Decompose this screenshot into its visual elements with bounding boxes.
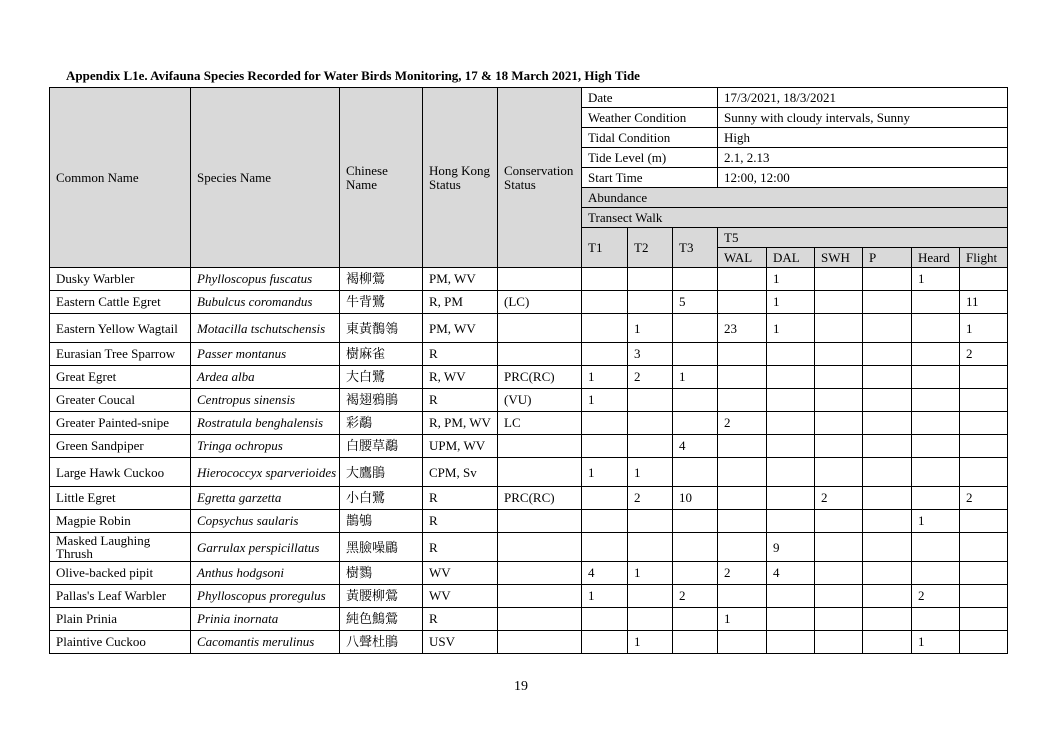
- wal-cell: 2: [718, 562, 767, 585]
- species-name-cell: Anthus hodgsoni: [191, 562, 340, 585]
- table-row: [50, 291, 1008, 314]
- common-name-cell: Great Egret: [50, 366, 191, 389]
- chinese-name-cell: 牛背鷺: [340, 291, 423, 314]
- common-name-cell: Pallas's Leaf Warbler: [50, 585, 191, 608]
- t1-cell: [582, 435, 628, 458]
- swh-cell: [815, 458, 863, 487]
- hk-status-cell: R: [423, 487, 498, 510]
- t3-cell: [673, 268, 718, 291]
- p-cell: [863, 487, 912, 510]
- heard-cell: 1: [912, 510, 960, 533]
- header-dal: DAL: [767, 248, 815, 268]
- swh-cell: [815, 314, 863, 343]
- chinese-name-cell: 白腰草鷸: [340, 435, 423, 458]
- conservation-status-cell: [498, 562, 582, 585]
- flight-cell: [960, 562, 1008, 585]
- chinese-name-cell: 褐翅鴉鵑: [340, 389, 423, 412]
- flight-cell: [960, 435, 1008, 458]
- chinese-name-cell: 黑臉噪鶥: [340, 533, 423, 562]
- weather-label: Weather Condition: [582, 108, 718, 128]
- t3-cell: 10: [673, 487, 718, 510]
- flight-cell: [960, 585, 1008, 608]
- chinese-name-cell: 東黃鶺鴒: [340, 314, 423, 343]
- swh-cell: [815, 291, 863, 314]
- p-cell: [863, 435, 912, 458]
- dal-cell: [767, 631, 815, 654]
- wal-cell: [718, 389, 767, 412]
- common-name-cell: Large Hawk Cuckoo: [50, 458, 191, 487]
- p-cell: [863, 291, 912, 314]
- conservation-status-cell: [498, 435, 582, 458]
- flight-cell: 11: [960, 291, 1008, 314]
- p-cell: [863, 631, 912, 654]
- hk-status-cell: R, WV: [423, 366, 498, 389]
- wal-cell: 1: [718, 608, 767, 631]
- p-cell: [863, 389, 912, 412]
- dal-cell: 9: [767, 533, 815, 562]
- flight-cell: 2: [960, 343, 1008, 366]
- dal-cell: [767, 458, 815, 487]
- common-name-cell: Little Egret: [50, 487, 191, 510]
- date-label: Date: [582, 88, 718, 108]
- t3-cell: 5: [673, 291, 718, 314]
- heard-cell: [912, 366, 960, 389]
- wal-cell: [718, 268, 767, 291]
- header-t1: T1: [582, 228, 628, 268]
- dal-cell: [767, 585, 815, 608]
- chinese-name-cell: 大鷹鵑: [340, 458, 423, 487]
- p-cell: [863, 562, 912, 585]
- dal-cell: 1: [767, 268, 815, 291]
- chinese-name-cell: 鵲鴝: [340, 510, 423, 533]
- species-name-cell: Centropus sinensis: [191, 389, 340, 412]
- wal-cell: 23: [718, 314, 767, 343]
- t2-cell: [628, 268, 673, 291]
- p-cell: [863, 533, 912, 562]
- heard-cell: [912, 314, 960, 343]
- dal-cell: 1: [767, 291, 815, 314]
- conservation-status-cell: (VU): [498, 389, 582, 412]
- dal-cell: 4: [767, 562, 815, 585]
- t1-cell: [582, 487, 628, 510]
- table-row: [50, 510, 1008, 533]
- wal-cell: [718, 435, 767, 458]
- t3-cell: [673, 510, 718, 533]
- t2-cell: 2: [628, 487, 673, 510]
- wal-cell: 2: [718, 412, 767, 435]
- flight-cell: [960, 510, 1008, 533]
- swh-cell: [815, 608, 863, 631]
- heard-cell: [912, 458, 960, 487]
- species-table: [49, 87, 1008, 654]
- species-name-cell: Egretta garzetta: [191, 487, 340, 510]
- flight-cell: [960, 412, 1008, 435]
- hk-status-cell: PM, WV: [423, 268, 498, 291]
- start-time-value: 12:00, 12:00: [718, 168, 1008, 188]
- hk-status-cell: USV: [423, 631, 498, 654]
- species-name-cell: Phylloscopus fuscatus: [191, 268, 340, 291]
- conservation-status-cell: [498, 268, 582, 291]
- date-value: 17/3/2021, 18/3/2021: [718, 88, 1008, 108]
- dal-cell: [767, 487, 815, 510]
- t2-cell: [628, 412, 673, 435]
- header-wal: WAL: [718, 248, 767, 268]
- header-common-name: Common Name: [50, 88, 191, 268]
- species-name-cell: Prinia inornata: [191, 608, 340, 631]
- conservation-status-cell: [498, 343, 582, 366]
- dal-cell: [767, 435, 815, 458]
- common-name-cell: Eurasian Tree Sparrow: [50, 343, 191, 366]
- dal-cell: [767, 412, 815, 435]
- heard-cell: 1: [912, 268, 960, 291]
- table-row: [50, 458, 1008, 487]
- t3-cell: [673, 631, 718, 654]
- table-row: [50, 435, 1008, 458]
- swh-cell: [815, 562, 863, 585]
- hk-status-cell: R: [423, 533, 498, 562]
- flight-cell: [960, 458, 1008, 487]
- swh-cell: [815, 435, 863, 458]
- t2-cell: [628, 533, 673, 562]
- t1-cell: [582, 314, 628, 343]
- conservation-status-cell: [498, 533, 582, 562]
- common-name-cell: Greater Painted-snipe: [50, 412, 191, 435]
- t2-cell: 1: [628, 562, 673, 585]
- hk-status-cell: CPM, Sv: [423, 458, 498, 487]
- wal-cell: [718, 366, 767, 389]
- t2-cell: [628, 608, 673, 631]
- t1-cell: [582, 631, 628, 654]
- flight-cell: [960, 631, 1008, 654]
- conservation-status-cell: [498, 631, 582, 654]
- p-cell: [863, 585, 912, 608]
- conservation-status-cell: [498, 314, 582, 343]
- heard-cell: [912, 291, 960, 314]
- chinese-name-cell: 褐柳鶯: [340, 268, 423, 291]
- heard-cell: [912, 533, 960, 562]
- t2-cell: [628, 510, 673, 533]
- t1-cell: [582, 412, 628, 435]
- swh-cell: [815, 585, 863, 608]
- swh-cell: [815, 510, 863, 533]
- tide-level-value: 2.1, 2.13: [718, 148, 1008, 168]
- common-name-cell: Eastern Cattle Egret: [50, 291, 191, 314]
- table-row: [50, 389, 1008, 412]
- heard-cell: [912, 343, 960, 366]
- heard-cell: [912, 389, 960, 412]
- common-name-cell: Olive-backed pipit: [50, 562, 191, 585]
- t1-cell: 1: [582, 389, 628, 412]
- dal-cell: [767, 366, 815, 389]
- p-cell: [863, 458, 912, 487]
- t3-cell: [673, 389, 718, 412]
- t1-cell: 1: [582, 458, 628, 487]
- conservation-status-cell: (LC): [498, 291, 582, 314]
- table-row: [50, 562, 1008, 585]
- t3-cell: [673, 343, 718, 366]
- species-name-cell: Motacilla tschutschensis: [191, 314, 340, 343]
- species-name-cell: Rostratula benghalensis: [191, 412, 340, 435]
- flight-cell: [960, 533, 1008, 562]
- t3-cell: 1: [673, 366, 718, 389]
- t1-cell: 1: [582, 585, 628, 608]
- t1-cell: 1: [582, 366, 628, 389]
- swh-cell: [815, 389, 863, 412]
- hk-status-cell: R, PM: [423, 291, 498, 314]
- swh-cell: 2: [815, 487, 863, 510]
- conservation-status-cell: [498, 585, 582, 608]
- table-row: [50, 608, 1008, 631]
- header-species-name: Species Name: [191, 88, 340, 268]
- flight-cell: 1: [960, 314, 1008, 343]
- common-name-cell: Green Sandpiper: [50, 435, 191, 458]
- heard-cell: 2: [912, 585, 960, 608]
- t2-cell: [628, 291, 673, 314]
- t2-cell: [628, 435, 673, 458]
- common-name-cell: Plaintive Cuckoo: [50, 631, 191, 654]
- flight-cell: [960, 268, 1008, 291]
- page-number: 19: [514, 679, 528, 694]
- flight-cell: [960, 608, 1008, 631]
- common-name-cell: Magpie Robin: [50, 510, 191, 533]
- heard-cell: [912, 562, 960, 585]
- page-title: Appendix L1e. Avifauna Species Recorded for Water Birds Monitoring, 17 & 18 March 2021, High Tide: [66, 68, 640, 83]
- species-name-cell: Ardea alba: [191, 366, 340, 389]
- start-time-label: Start Time: [582, 168, 718, 188]
- hk-status-cell: R: [423, 510, 498, 533]
- header-hk-status: Hong Kong Status: [423, 88, 498, 268]
- wal-cell: [718, 458, 767, 487]
- weather-value: Sunny with cloudy intervals, Sunny: [718, 108, 1008, 128]
- species-name-cell: Bubulcus coromandus: [191, 291, 340, 314]
- hk-status-cell: UPM, WV: [423, 435, 498, 458]
- chinese-name-cell: 樹鷚: [340, 562, 423, 585]
- flight-cell: [960, 366, 1008, 389]
- t3-cell: [673, 458, 718, 487]
- common-name-cell: Plain Prinia: [50, 608, 191, 631]
- chinese-name-cell: 純色鷦鶯: [340, 608, 423, 631]
- chinese-name-cell: 彩鷸: [340, 412, 423, 435]
- hk-status-cell: WV: [423, 562, 498, 585]
- common-name-cell: Greater Coucal: [50, 389, 191, 412]
- t3-cell: [673, 562, 718, 585]
- dal-cell: [767, 510, 815, 533]
- t1-cell: 4: [582, 562, 628, 585]
- wal-cell: [718, 343, 767, 366]
- p-cell: [863, 366, 912, 389]
- t2-cell: [628, 389, 673, 412]
- chinese-name-cell: 樹麻雀: [340, 343, 423, 366]
- t2-cell: 3: [628, 343, 673, 366]
- chinese-name-cell: 大白鷺: [340, 366, 423, 389]
- t2-cell: 1: [628, 631, 673, 654]
- dal-cell: [767, 608, 815, 631]
- table-row: [50, 487, 1008, 510]
- t3-cell: [673, 533, 718, 562]
- species-name-cell: Hierococcyx sparverioides: [191, 458, 340, 487]
- species-name-cell: Cacomantis merulinus: [191, 631, 340, 654]
- header-chinese-name: Chinese Name: [340, 88, 423, 268]
- swh-cell: [815, 343, 863, 366]
- t1-cell: [582, 291, 628, 314]
- t3-cell: 4: [673, 435, 718, 458]
- hk-status-cell: WV: [423, 585, 498, 608]
- table-row: [50, 314, 1008, 343]
- t3-cell: 2: [673, 585, 718, 608]
- abundance-header: Abundance: [582, 188, 1008, 208]
- dal-cell: 1: [767, 314, 815, 343]
- swh-cell: [815, 268, 863, 291]
- wal-cell: [718, 585, 767, 608]
- t2-cell: 1: [628, 314, 673, 343]
- p-cell: [863, 343, 912, 366]
- table-row: [50, 366, 1008, 389]
- hk-status-cell: R: [423, 608, 498, 631]
- transect-walk-header: Transect Walk: [582, 208, 1008, 228]
- conservation-status-cell: LC: [498, 412, 582, 435]
- hk-status-cell: R: [423, 343, 498, 366]
- tidal-value: High: [718, 128, 1008, 148]
- conservation-status-cell: PRC(RC): [498, 366, 582, 389]
- dal-cell: [767, 343, 815, 366]
- header-t2: T2: [628, 228, 673, 268]
- wal-cell: [718, 291, 767, 314]
- table-row: [50, 585, 1008, 608]
- heard-cell: 1: [912, 631, 960, 654]
- header-flight: Flight: [960, 248, 1008, 268]
- hk-status-cell: PM, WV: [423, 314, 498, 343]
- header-p: P: [863, 248, 912, 268]
- t3-cell: [673, 412, 718, 435]
- p-cell: [863, 314, 912, 343]
- heard-cell: [912, 412, 960, 435]
- wal-cell: [718, 631, 767, 654]
- species-name-cell: Garrulax perspicillatus: [191, 533, 340, 562]
- t3-cell: [673, 314, 718, 343]
- p-cell: [863, 412, 912, 435]
- p-cell: [863, 608, 912, 631]
- chinese-name-cell: 小白鷺: [340, 487, 423, 510]
- flight-cell: [960, 389, 1008, 412]
- hk-status-cell: R, PM, WV: [423, 412, 498, 435]
- wal-cell: [718, 510, 767, 533]
- heard-cell: [912, 608, 960, 631]
- t2-cell: 2: [628, 366, 673, 389]
- tidal-label: Tidal Condition: [582, 128, 718, 148]
- heard-cell: [912, 487, 960, 510]
- p-cell: [863, 510, 912, 533]
- flight-cell: 2: [960, 487, 1008, 510]
- header-t5: T5: [718, 228, 1008, 248]
- wal-cell: [718, 487, 767, 510]
- common-name-cell: Eastern Yellow Wagtail: [50, 314, 191, 343]
- t2-cell: [628, 585, 673, 608]
- t1-cell: [582, 343, 628, 366]
- species-name-cell: Copsychus saularis: [191, 510, 340, 533]
- t2-cell: 1: [628, 458, 673, 487]
- conservation-status-cell: [498, 608, 582, 631]
- conservation-status-cell: [498, 458, 582, 487]
- table-row: [50, 343, 1008, 366]
- species-name-cell: Tringa ochropus: [191, 435, 340, 458]
- conservation-status-cell: [498, 510, 582, 533]
- p-cell: [863, 268, 912, 291]
- t1-cell: [582, 268, 628, 291]
- chinese-name-cell: 八聲杜鵑: [340, 631, 423, 654]
- t1-cell: [582, 533, 628, 562]
- species-name-cell: Phylloscopus proregulus: [191, 585, 340, 608]
- swh-cell: [815, 366, 863, 389]
- table-row: [50, 412, 1008, 435]
- swh-cell: [815, 412, 863, 435]
- t3-cell: [673, 608, 718, 631]
- heard-cell: [912, 435, 960, 458]
- hk-status-cell: R: [423, 389, 498, 412]
- header-t3: T3: [673, 228, 718, 268]
- table-row: [50, 533, 1008, 562]
- header-heard: Heard: [912, 248, 960, 268]
- common-name-cell: Dusky Warbler: [50, 268, 191, 291]
- chinese-name-cell: 黃腰柳鶯: [340, 585, 423, 608]
- header-swh: SWH: [815, 248, 863, 268]
- dal-cell: [767, 389, 815, 412]
- species-name-cell: Passer montanus: [191, 343, 340, 366]
- header-conservation-status: Conservation Status: [498, 88, 582, 268]
- common-name-cell: Masked Laughing Thrush: [50, 533, 191, 562]
- t1-cell: [582, 510, 628, 533]
- swh-cell: [815, 533, 863, 562]
- table-row: [50, 268, 1008, 291]
- tide-level-label: Tide Level (m): [582, 148, 718, 168]
- t1-cell: [582, 608, 628, 631]
- table-row: [50, 631, 1008, 654]
- conservation-status-cell: PRC(RC): [498, 487, 582, 510]
- wal-cell: [718, 533, 767, 562]
- swh-cell: [815, 631, 863, 654]
